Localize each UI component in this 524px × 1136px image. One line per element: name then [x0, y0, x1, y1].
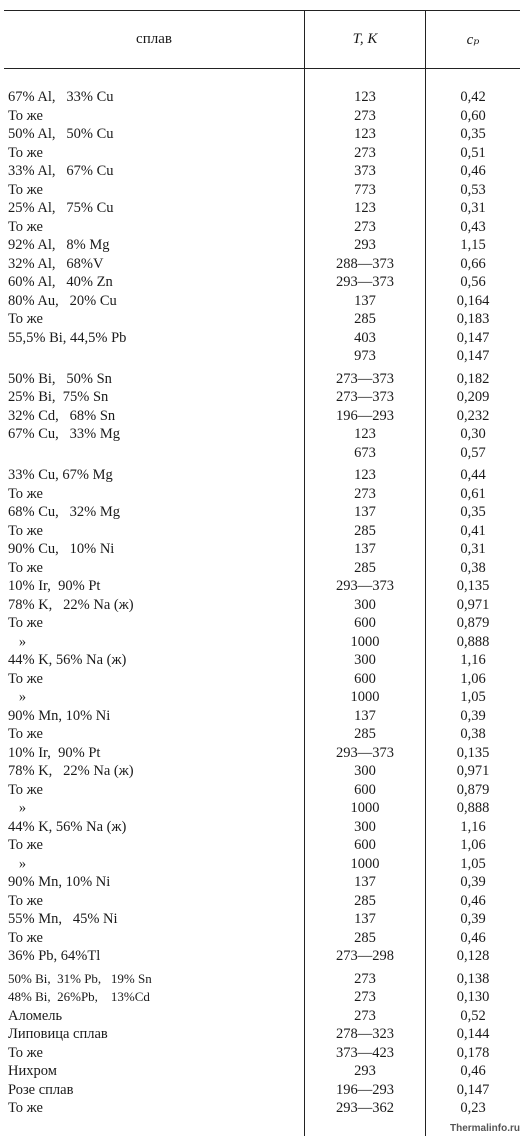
cell-alloy: »: [8, 633, 27, 650]
table-row: [0, 236, 524, 255]
table-row: [0, 1099, 524, 1118]
table-row: [0, 688, 524, 707]
cell-temperature: 403: [354, 329, 376, 346]
cell-alloy: 33% Al, 67% Cu: [8, 163, 114, 179]
cell-alloy: 92% Al, 8% Mg: [8, 237, 110, 253]
cell-heat-capacity: 0,52: [460, 1007, 486, 1024]
cell-alloy: 78% K, 22% Na (ж): [8, 763, 134, 779]
table-row: [0, 929, 524, 948]
cell-heat-capacity: 0,888: [456, 633, 490, 650]
table-row: [0, 310, 524, 329]
cell-temperature: 123: [354, 467, 376, 483]
cell-heat-capacity: 0,46: [460, 929, 486, 946]
cell-heat-capacity: 0,42: [460, 89, 486, 105]
table-row: [0, 970, 524, 989]
cell-heat-capacity: 0,888: [456, 800, 490, 816]
table-row: [0, 144, 524, 163]
cell-temperature: 1000: [350, 633, 380, 650]
cell-alloy: 36% Pb, 64%Tl: [8, 948, 101, 964]
table-row: [0, 466, 524, 485]
cell-temperature: 373: [354, 163, 376, 179]
table-row: [0, 762, 524, 781]
cell-heat-capacity: 0,183: [456, 311, 490, 327]
table-row: [0, 1025, 524, 1044]
header-temperature: T, К: [352, 30, 378, 47]
table-row: [0, 1044, 524, 1063]
cell-alloy: То же: [8, 670, 43, 687]
table-row: [0, 873, 524, 892]
cell-alloy: 25% Bi, 75% Sn: [8, 389, 109, 405]
table-row: [0, 425, 524, 444]
cell-heat-capacity: 0,147: [456, 329, 490, 346]
cell-alloy: 50% Al, 50% Cu: [8, 126, 114, 142]
cell-heat-capacity: 0,144: [456, 1026, 490, 1042]
cell-temperature: 278—323: [336, 1026, 394, 1042]
cell-alloy: То же: [8, 781, 43, 798]
cell-alloy: 90% Cu, 10% Ni: [8, 541, 115, 557]
table-row: [0, 88, 524, 107]
cell-heat-capacity: 0,39: [460, 874, 486, 890]
cell-alloy: То же: [8, 1100, 43, 1116]
cell-heat-capacity: 0,30: [460, 426, 486, 442]
cell-temperature: 300: [354, 763, 376, 779]
cell-temperature: 273: [354, 970, 376, 987]
cell-heat-capacity: 1,05: [460, 855, 486, 872]
cell-temperature: 273—373: [336, 389, 394, 405]
cell-heat-capacity: 1,06: [460, 837, 486, 853]
cell-alloy: 90% Mn, 10% Ni: [8, 874, 111, 890]
cell-temperature: 137: [354, 541, 376, 557]
cell-heat-capacity: 1,16: [460, 818, 486, 835]
cell-temperature: 973: [354, 348, 376, 364]
table-row: [0, 799, 524, 818]
cell-heat-capacity: 0,39: [460, 707, 486, 724]
cell-alloy: 44% K, 56% Na (ж): [8, 818, 127, 835]
cell-alloy: То же: [8, 559, 43, 576]
cell-temperature: 273: [354, 989, 376, 1005]
table-row: [0, 125, 524, 144]
cell-alloy: 50% Bi, 50% Sn: [8, 370, 112, 387]
cell-heat-capacity: 0,182: [456, 370, 490, 387]
cell-alloy: То же: [8, 892, 43, 909]
table-row: [0, 329, 524, 348]
cell-temperature: 300: [354, 596, 376, 613]
cell-heat-capacity: 0,46: [460, 163, 486, 179]
cell-heat-capacity: 0,57: [460, 444, 486, 461]
cell-alloy: 44% K, 56% Na (ж): [8, 652, 127, 668]
cell-temperature: 600: [354, 615, 376, 631]
table-row: [0, 347, 524, 366]
table-row: [0, 370, 524, 389]
cell-heat-capacity: 0,971: [456, 763, 490, 779]
cell-heat-capacity: 0,46: [460, 1063, 486, 1079]
cell-temperature: 1000: [350, 800, 380, 816]
cell-heat-capacity: 1,05: [460, 689, 486, 705]
table-row: [0, 199, 524, 218]
cell-alloy: 55% Mn, 45% Ni: [8, 911, 118, 927]
cell-heat-capacity: 0,135: [456, 744, 490, 761]
cell-heat-capacity: 0,56: [460, 274, 486, 290]
table-row: [0, 255, 524, 274]
cell-temperature: 285: [354, 726, 376, 742]
cell-alloy: То же: [8, 522, 43, 539]
cell-temperature: 285: [354, 311, 376, 327]
cell-alloy: 55,5% Bi, 44,5% Pb: [8, 329, 127, 346]
cell-heat-capacity: 1,06: [460, 670, 486, 687]
cell-heat-capacity: 0,147: [456, 1081, 490, 1098]
cell-heat-capacity: 0,38: [460, 559, 486, 576]
table-row: [0, 707, 524, 726]
cell-heat-capacity: 0,35: [460, 504, 486, 520]
cell-temperature: 196—293: [336, 1081, 394, 1098]
cell-heat-capacity: 0,66: [460, 255, 486, 272]
header-alloy: сплав: [136, 30, 172, 47]
cell-alloy: 78% K, 22% Na (ж): [8, 596, 134, 613]
cell-heat-capacity: 0,138: [456, 970, 490, 987]
table-row: [0, 725, 524, 744]
cell-alloy: То же: [8, 107, 43, 124]
cell-alloy: 25% Al, 75% Cu: [8, 200, 114, 216]
cell-heat-capacity: 0,46: [460, 892, 486, 909]
cell-heat-capacity: 0,43: [460, 218, 486, 235]
cell-alloy: 68% Cu, 32% Mg: [8, 504, 120, 520]
table-row: [0, 633, 524, 652]
cell-heat-capacity: 0,61: [460, 485, 486, 502]
cell-alloy: Аломель: [8, 1007, 63, 1024]
cell-heat-capacity: 0,164: [456, 292, 490, 309]
cell-temperature: 293: [354, 237, 376, 253]
cell-alloy: Нихром: [8, 1063, 57, 1079]
cell-alloy: »: [8, 855, 27, 872]
table-row: [0, 855, 524, 874]
cell-alloy: То же: [8, 837, 43, 853]
cell-temperature: 288—373: [336, 255, 394, 272]
cell-temperature: 285: [354, 522, 376, 539]
cell-heat-capacity: 0,23: [460, 1100, 486, 1116]
cell-temperature: 137: [354, 292, 376, 309]
table-row: [0, 744, 524, 763]
cell-heat-capacity: 0,971: [456, 596, 490, 613]
table-row: [0, 218, 524, 237]
cell-temperature: 600: [354, 781, 376, 798]
cell-heat-capacity: 0,35: [460, 126, 486, 142]
cell-temperature: 123: [354, 200, 376, 216]
cell-alloy: То же: [8, 144, 43, 161]
table-header-rule: [4, 68, 520, 69]
table-body: [0, 88, 524, 1118]
table-row: [0, 181, 524, 200]
cell-heat-capacity: 0,31: [460, 200, 486, 216]
cell-alloy: То же: [8, 726, 43, 742]
cell-temperature: 293—373: [336, 274, 394, 290]
cell-alloy: 32% Cd, 68% Sn: [8, 407, 116, 424]
cell-alloy: »: [8, 800, 27, 816]
cell-temperature: 137: [354, 504, 376, 520]
cell-heat-capacity: 0,41: [460, 522, 486, 539]
table-row: [0, 407, 524, 426]
table-row: [0, 503, 524, 522]
cell-alloy: Липовица сплав: [8, 1026, 108, 1042]
cell-heat-capacity: 0,879: [456, 781, 490, 798]
cell-temperature: 273: [354, 144, 376, 161]
cell-heat-capacity: 0,128: [456, 948, 490, 964]
table-row: [0, 1062, 524, 1081]
cell-temperature: 273: [354, 485, 376, 502]
table-row: [0, 651, 524, 670]
cell-heat-capacity: 0,232: [456, 407, 490, 424]
cell-temperature: 285: [354, 892, 376, 909]
cell-heat-capacity: 0,44: [460, 467, 486, 483]
cell-heat-capacity: 0,31: [460, 541, 486, 557]
table-row: [0, 485, 524, 504]
cell-temperature: 293—362: [336, 1100, 394, 1116]
table-row: [0, 559, 524, 578]
cell-heat-capacity: 0,51: [460, 144, 486, 161]
cell-temperature: 273: [354, 1007, 376, 1024]
table-row: [0, 1007, 524, 1026]
cell-heat-capacity: 0,38: [460, 726, 486, 742]
cell-alloy: То же: [8, 1044, 43, 1061]
table-row: [0, 577, 524, 596]
cell-alloy: 90% Mn, 10% Ni: [8, 707, 111, 724]
cell-temperature: 600: [354, 837, 376, 853]
cell-heat-capacity: 0,39: [460, 911, 486, 927]
cell-alloy: 33% Cu, 67% Mg: [8, 467, 113, 483]
cell-temperature: 285: [354, 559, 376, 576]
cell-alloy: 80% Au, 20% Cu: [8, 292, 117, 309]
table-row: [0, 596, 524, 615]
cell-heat-capacity: 0,147: [456, 348, 490, 364]
cell-alloy: 10% Ir, 90% Pt: [8, 578, 101, 594]
table-row: [0, 444, 524, 463]
cell-heat-capacity: 0,53: [460, 181, 486, 198]
cell-heat-capacity: 0,135: [456, 578, 490, 594]
cell-temperature: 373—423: [336, 1044, 394, 1061]
cell-alloy: То же: [8, 615, 43, 631]
cell-temperature: 773: [354, 181, 376, 198]
cell-temperature: 137: [354, 911, 376, 927]
cell-alloy: 67% Cu, 33% Mg: [8, 426, 120, 442]
cell-temperature: 285: [354, 929, 376, 946]
cell-temperature: 273—298: [336, 948, 394, 964]
cell-temperature: 293—373: [336, 578, 394, 594]
table-row: [0, 988, 524, 1007]
cell-temperature: 673: [354, 444, 376, 461]
cell-temperature: 273: [354, 218, 376, 235]
cell-temperature: 293: [354, 1063, 376, 1079]
table-row: [0, 273, 524, 292]
table-row: [0, 107, 524, 126]
table-row: [0, 781, 524, 800]
table-row: [0, 1081, 524, 1100]
table-row: [0, 292, 524, 311]
watermark: Thermalinfo.ru: [449, 1123, 520, 1134]
table-row: [0, 910, 524, 929]
cell-alloy: 67% Al, 33% Cu: [8, 89, 114, 105]
cell-alloy: То же: [8, 929, 43, 946]
cell-heat-capacity: 1,15: [460, 237, 486, 253]
cell-alloy: Розе сплав: [8, 1081, 74, 1098]
cell-alloy: То же: [8, 218, 43, 235]
cell-heat-capacity: 0,60: [460, 107, 486, 124]
cell-alloy: 10% Ir, 90% Pt: [8, 744, 101, 761]
cell-temperature: 137: [354, 874, 376, 890]
cell-heat-capacity: 0,130: [456, 989, 490, 1005]
cell-alloy: 60% Al, 40% Zn: [8, 274, 113, 290]
cell-temperature: 273—373: [336, 370, 394, 387]
cell-temperature: 293—373: [336, 744, 394, 761]
cell-temperature: 196—293: [336, 407, 394, 424]
cell-alloy: 32% Al, 68%V: [8, 255, 104, 272]
table-row: [0, 162, 524, 181]
table-row: [0, 614, 524, 633]
table-row: [0, 892, 524, 911]
cell-alloy: То же: [8, 311, 43, 327]
cell-alloy: То же: [8, 485, 43, 502]
cell-temperature: 300: [354, 652, 376, 668]
cell-heat-capacity: 1,16: [460, 652, 486, 668]
cell-alloy: То же: [8, 181, 43, 198]
table-row: [0, 540, 524, 559]
table-row: [0, 522, 524, 541]
cell-heat-capacity: 0,879: [456, 615, 490, 631]
cell-temperature: 1000: [350, 855, 380, 872]
cell-heat-capacity: 0,209: [456, 389, 490, 405]
cell-alloy: 50% Bi, 31% Pb, 19% Sn: [8, 970, 152, 986]
table-row: [0, 670, 524, 689]
cell-temperature: 1000: [350, 689, 380, 705]
cell-temperature: 273: [354, 107, 376, 124]
cell-temperature: 600: [354, 670, 376, 687]
cell-alloy: 48% Bi, 26%Pb, 13%Cd: [8, 989, 150, 1004]
table-row: [0, 947, 524, 966]
cell-temperature: 123: [354, 126, 376, 142]
cell-alloy: »: [8, 689, 27, 705]
cell-temperature: 123: [354, 426, 376, 442]
table-row: [0, 818, 524, 837]
table-row: [0, 388, 524, 407]
header-heat-capacity: cₚ: [466, 31, 480, 48]
cell-temperature: 137: [354, 707, 376, 724]
table-row: [0, 836, 524, 855]
cell-temperature: 123: [354, 89, 376, 105]
cell-temperature: 300: [354, 818, 376, 835]
cell-heat-capacity: 0,178: [456, 1044, 490, 1061]
